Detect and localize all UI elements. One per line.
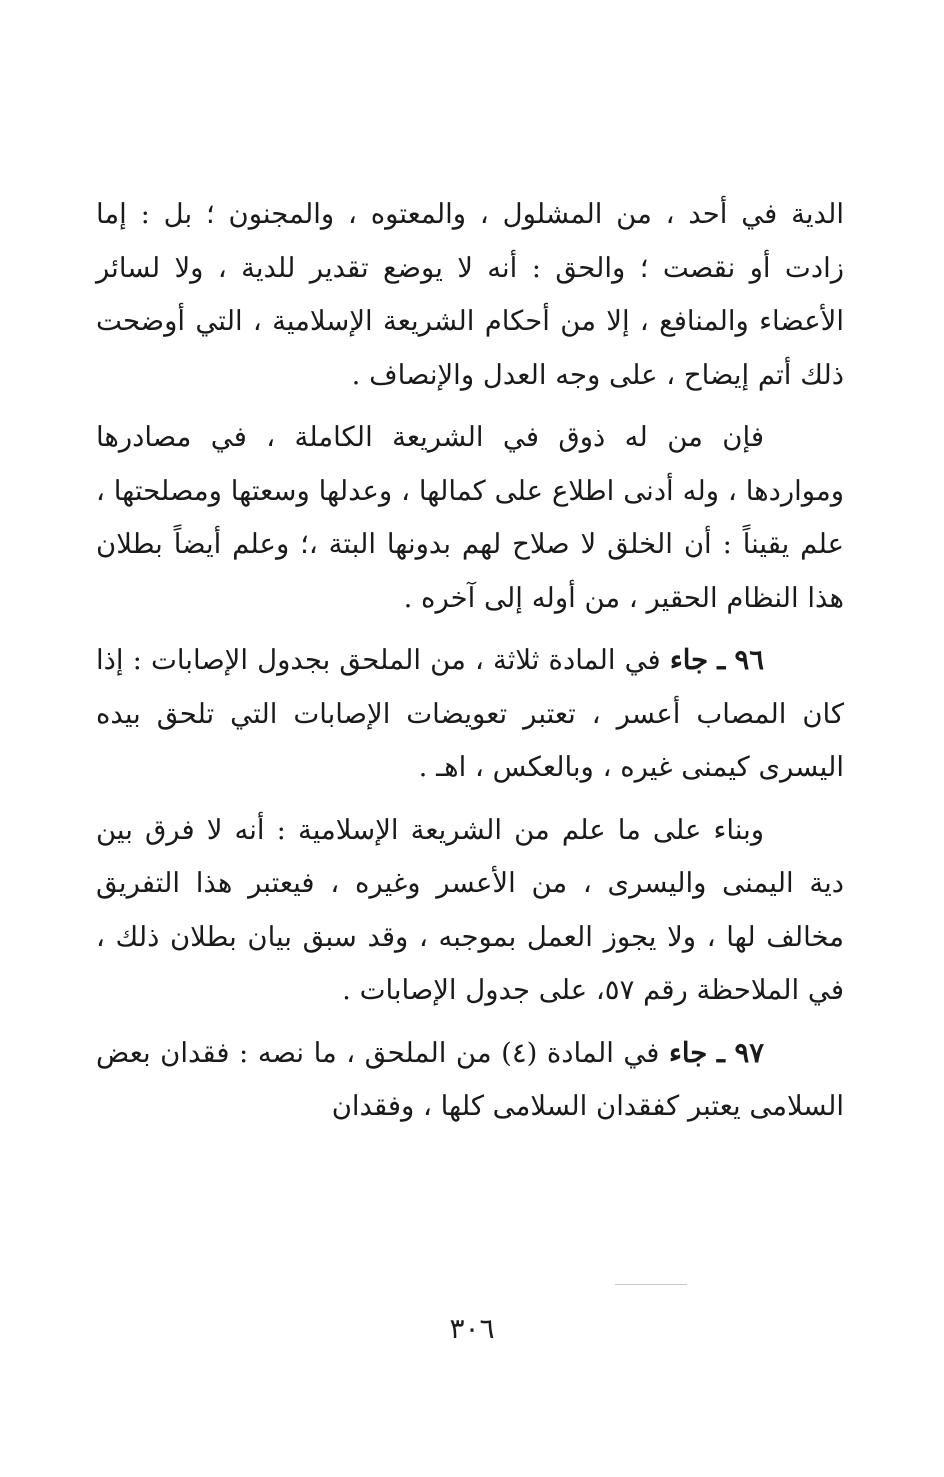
item-dash: ـ — [717, 644, 726, 676]
item-dash: ـ — [716, 1036, 725, 1069]
paragraph-5 — [96, 1027, 844, 1134]
paragraph-4 — [96, 804, 844, 1018]
paragraph-1 — [96, 188, 844, 402]
paragraph-2 — [96, 411, 844, 625]
paragraph-1-text: الدية في أحد ، من المشلول ، والمعتوه ، والمجنون ؛ بل : إما زادت أو نقصت ؛ والحق : أنه لا يوضع تقدير للدية ، ولا لسائر الأعضاء والمنافع ، إلا من أحكام الشريعة الإسلامية ، التي أوضحت ذلك أتم إيضاح ، على وجه العدل والإنصاف . — [96, 198, 844, 391]
item-keyword: جاء — [669, 1036, 708, 1069]
paragraph-3 — [96, 634, 844, 795]
page-number: ٣٠٦ — [449, 1312, 495, 1345]
footer-rule — [615, 1284, 687, 1285]
item-number-96: ٩٦ — [734, 644, 764, 676]
item-keyword: جاء — [669, 644, 709, 676]
paragraph-4-text: وبناء على ما علم من الشريعة الإسلامية : أنه لا فرق بين دية اليمنى واليسرى ، من الأعسر وغيره ، فيعتبر هذا التفريق مخالف لها ، ولا يجوز العمل بموجبه ، وقد سبق بيان بطلان ذلك ، في الملاحظة رقم ٥٧، على جدول الإصابات . — [96, 813, 844, 1006]
page-body — [96, 188, 844, 1143]
paragraph-3-text: في المادة ثلاثة ، من الملحق بجدول الإصابات : إذا كان المصاب أعسر ، تعتبر تعويضات الإصابات التي تلحق بيده اليسرى كيمنى غيره ، وبالعكس ، اهـ . — [96, 644, 844, 783]
paragraph-2-text: فإن من له ذوق في الشريعة الكاملة ، في مصادرها ومواردها ، وله أدنى اطلاع على كمالها ، وعدلها وسعتها ومصلحتها ، علم يقيناً : أن الخلق لا صلاح لهم بدونها البتة ،؛ وعلم أيضاً بطلان هذا النظام الحقير ، من أوله إلى آخره . — [96, 421, 844, 614]
paragraph-5-text: في المادة (٤) من الملحق ، ما نصه : فقدان بعض السلامى يعتبر كفقدان السلامى كلها ، وفقدان — [96, 1036, 844, 1122]
item-number-97: ٩٧ — [734, 1036, 765, 1069]
